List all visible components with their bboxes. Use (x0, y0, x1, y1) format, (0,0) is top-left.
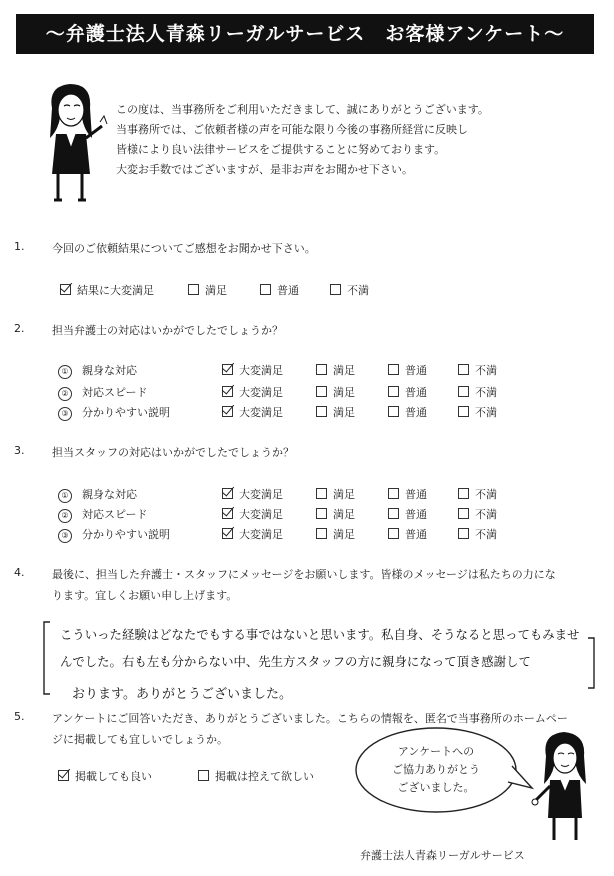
bubble-message: アンケートへの ご協力ありがとう ございました。 (392, 745, 480, 794)
checkbox[interactable] (316, 364, 327, 375)
option-very-satisfied[interactable]: 大変満足 (222, 506, 283, 522)
option-satisfied[interactable]: 満足 (316, 404, 355, 420)
item-marker: ① (58, 365, 72, 379)
option-satisfied[interactable]: 満足 (316, 362, 355, 378)
item-label: 分かりやすい説明 (82, 528, 170, 541)
item-label: 親身な対応 (82, 364, 137, 377)
item-label: 分かりやすい説明 (82, 406, 170, 419)
option-average[interactable]: 普通 (260, 282, 299, 298)
question-text-line-1: 最後に、担当した弁護士・スタッフにメッセージをお願いします。皆様のメッセージは私たちの力にな (52, 568, 556, 581)
option-dissatisfied[interactable]: 不満 (458, 526, 497, 542)
question-text-line-1: アンケートにご回答いただき、ありがとうございました。こちらの情報を、匿名で当事務所のホームペー (52, 712, 568, 725)
question-number: 2. (14, 322, 25, 335)
item-label: 対応スピード (82, 386, 148, 399)
checkbox[interactable] (388, 364, 399, 375)
item-marker: ① (58, 489, 72, 503)
option-very-satisfied[interactable]: 大変満足 (222, 486, 283, 502)
checkbox[interactable] (330, 284, 341, 295)
checkbox[interactable] (458, 364, 469, 375)
option-average[interactable]: 普通 (388, 526, 427, 542)
checkbox[interactable] (260, 284, 271, 295)
intro-line: この度は、当事務所をご利用いただきまして、誠にありがとうございます。 (116, 103, 489, 116)
option-average[interactable]: 普通 (388, 362, 427, 378)
question-number: 3. (14, 444, 25, 457)
item-marker: ③ (58, 529, 72, 543)
checkbox[interactable] (458, 508, 469, 519)
question-text-line-2: ります。宜しくお願い申し上げます。 (52, 589, 238, 602)
checkbox[interactable] (388, 406, 399, 417)
checkbox[interactable] (458, 406, 469, 417)
option-average[interactable]: 普通 (388, 404, 427, 420)
checkbox[interactable] (458, 528, 469, 539)
question-text-line-2: ジに掲載しても宜しいでしょうか。 (52, 733, 228, 746)
checkbox[interactable] (316, 406, 327, 417)
item-label: 対応スピード (82, 508, 148, 521)
option-dissatisfied[interactable]: 不満 (458, 384, 497, 400)
option-dissatisfied[interactable]: 不満 (330, 282, 369, 298)
item-marker: ② (58, 387, 72, 401)
option-satisfied[interactable]: 満足 (188, 282, 227, 298)
checkbox-checked[interactable] (60, 284, 71, 295)
option-very-satisfied[interactable]: 大変満足 (222, 526, 283, 542)
option-publish-no[interactable]: 掲載は控えて欲しい (198, 768, 314, 784)
checkbox[interactable] (388, 386, 399, 397)
handwritten-message-line-3: おります。ありがとうございました。 (72, 687, 292, 702)
checkbox[interactable] (316, 508, 327, 519)
checkbox-checked[interactable] (222, 508, 233, 519)
option-very-satisfied[interactable]: 結果に大変満足 (60, 282, 154, 298)
question-text: 担当スタッフの対応はいかがでしたでしょうか？ (52, 446, 294, 459)
checkbox-checked[interactable] (222, 488, 233, 499)
option-dissatisfied[interactable]: 不満 (458, 362, 497, 378)
footer-firm-name: 弁護士法人青森リーガルサービス (360, 849, 525, 862)
option-very-satisfied[interactable]: 大変満足 (222, 384, 283, 400)
staff-illustration-top (34, 78, 110, 206)
option-average[interactable]: 普通 (388, 384, 427, 400)
intro-message (116, 100, 489, 180)
question-number: 1. (14, 240, 25, 253)
checkbox-checked[interactable] (58, 770, 69, 781)
checkbox[interactable] (198, 770, 209, 781)
option-satisfied[interactable]: 満足 (316, 526, 355, 542)
question-text: 担当弁護士の対応はいかがでしたでしょうか？ (52, 324, 283, 337)
checkbox[interactable] (458, 386, 469, 397)
checkbox[interactable] (316, 386, 327, 397)
option-very-satisfied[interactable]: 大変満足 (222, 362, 283, 378)
checkbox[interactable] (388, 508, 399, 519)
item-marker: ② (58, 509, 72, 523)
staff-illustration-bottom (530, 728, 604, 844)
option-dissatisfied[interactable]: 不満 (458, 486, 497, 502)
option-average[interactable]: 普通 (388, 486, 427, 502)
question-number: 4. (14, 566, 25, 579)
option-dissatisfied[interactable]: 不満 (458, 506, 497, 522)
checkbox-checked[interactable] (222, 364, 233, 375)
checkbox[interactable] (388, 488, 399, 499)
checkbox-checked[interactable] (222, 386, 233, 397)
option-dissatisfied[interactable]: 不満 (458, 404, 497, 420)
option-satisfied[interactable]: 満足 (316, 486, 355, 502)
question-text: 今回のご依頼結果についてご感想をお聞かせ下さい。 (52, 242, 316, 255)
checkbox[interactable] (388, 528, 399, 539)
option-average[interactable]: 普通 (388, 506, 427, 522)
checkbox[interactable] (458, 488, 469, 499)
intro-line: 大変お手数ではございますが、是非お声をお聞かせ下さい。 (116, 163, 413, 176)
option-satisfied[interactable]: 満足 (316, 384, 355, 400)
option-very-satisfied[interactable]: 大変満足 (222, 404, 283, 420)
handwritten-message-line-2: んでした。右も左も分からない中、先生方スタッフの方に親身になって頂き感謝して (60, 654, 531, 669)
intro-line: 皆様により良い法律サービスをご提供することに努めております。 (116, 143, 446, 156)
option-satisfied[interactable]: 満足 (316, 506, 355, 522)
handwritten-message-line-1: こういった経験はどなたでもする事ではないと思います。私自身、そうなると思ってもみませ (60, 627, 580, 642)
item-label: 親身な対応 (82, 488, 137, 501)
checkbox[interactable] (188, 284, 199, 295)
intro-line: 当事務所では、ご依頼者様の声を可能な限り今後の事務所経営に反映し (116, 123, 468, 136)
checkbox[interactable] (316, 528, 327, 539)
checkbox-checked[interactable] (222, 406, 233, 417)
checkbox-checked[interactable] (222, 528, 233, 539)
option-publish-ok[interactable]: 掲載しても良い (58, 768, 152, 784)
item-marker: ③ (58, 407, 72, 421)
question-number: 5. (14, 710, 25, 723)
checkbox[interactable] (316, 488, 327, 499)
survey-title: ～弁護士法人青森リーガルサービス お客様アンケート～ (16, 14, 594, 54)
